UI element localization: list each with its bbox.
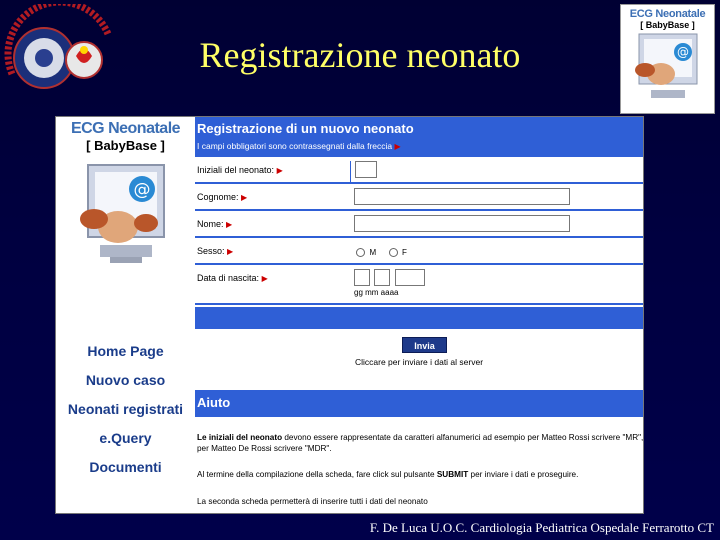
field-label-nome: Nome: ▶ bbox=[197, 219, 233, 229]
cognome-input[interactable] bbox=[354, 188, 570, 205]
day-input[interactable] bbox=[354, 269, 370, 286]
required-arrow-icon: ▶ bbox=[394, 142, 401, 151]
sex-radio-m[interactable] bbox=[356, 248, 365, 257]
cell-nome bbox=[350, 215, 570, 233]
separator-band bbox=[195, 307, 644, 329]
row-data-nascita bbox=[195, 265, 644, 303]
brand-logo-small bbox=[620, 4, 715, 114]
form-body bbox=[195, 155, 644, 305]
date-hint: gg mm aaaa bbox=[354, 288, 399, 297]
help-paragraph-2: Al termine della compilazione della scheda, fare click sul pulsante SUBMIT per inviare i dati e proseguire. bbox=[197, 470, 579, 479]
slide-footer: F. De Luca U.O.C. Cardiologia Pediatrica Ospedale Ferrarotto CT bbox=[369, 520, 714, 535]
sidebar-brand-subtitle: [ BabyBase ] bbox=[86, 138, 165, 153]
form-heading: Registrazione di un nuovo neonato bbox=[197, 121, 414, 136]
field-label-sesso: Sesso: ▶ bbox=[197, 246, 234, 256]
angel-monitor-icon bbox=[74, 161, 176, 281]
year-input[interactable] bbox=[395, 269, 425, 286]
invia-caption: Cliccare per inviare i dati al server bbox=[355, 357, 484, 367]
sex-radio-f[interactable] bbox=[389, 248, 398, 257]
sex-label-m: M bbox=[369, 248, 377, 258]
nav-nuovo-caso[interactable]: Nuovo caso bbox=[85, 372, 166, 388]
brand-title: ECG Neonatale bbox=[629, 8, 706, 20]
app-screenshot bbox=[55, 116, 644, 514]
aiuto-header bbox=[195, 390, 644, 417]
required-note: I campi obbligatori sono contrassegnati dalla freccia ▶ bbox=[197, 141, 401, 151]
invia-button[interactable]: Invia bbox=[402, 337, 447, 353]
row-cognome bbox=[195, 184, 644, 209]
sex-label-f: F bbox=[402, 248, 407, 258]
cell-data-nascita bbox=[350, 269, 425, 297]
nome-input[interactable] bbox=[354, 215, 570, 232]
sidebar bbox=[56, 117, 195, 514]
brand-subtitle: [ BabyBase ] bbox=[640, 20, 695, 30]
help-paragraph-1: Le iniziali del neonato devono essere rappresentate da caratteri alfanumerici ad esempio per Matteo Rossi scrivere "MR", per Matteo De Rossi scrivere "MDR". bbox=[197, 433, 644, 453]
cell-cognome bbox=[350, 188, 570, 206]
angel-monitor-icon bbox=[621, 30, 714, 106]
cell-sesso bbox=[350, 244, 415, 262]
nav-neonati-registrati[interactable]: Neonati registrati bbox=[67, 401, 184, 417]
iniziali-input[interactable] bbox=[355, 161, 377, 178]
nav-equery[interactable]: e.Query bbox=[99, 430, 152, 446]
month-input[interactable] bbox=[374, 269, 390, 286]
required-arrow-icon: ▶ bbox=[276, 166, 283, 175]
required-arrow-icon: ▶ bbox=[261, 274, 268, 283]
svg-text:@: @ bbox=[133, 180, 151, 200]
aiuto-title: Aiuto bbox=[197, 395, 231, 410]
nav-home-page[interactable]: Home Page bbox=[87, 343, 164, 359]
sidebar-brand bbox=[56, 120, 195, 153]
required-arrow-icon: ▶ bbox=[227, 247, 234, 256]
svg-text:@: @ bbox=[677, 45, 689, 59]
required-arrow-icon: ▶ bbox=[226, 220, 233, 229]
angel-monitor-art bbox=[74, 161, 176, 281]
field-label-cognome: Cognome: ▶ bbox=[197, 192, 248, 202]
row-iniziali bbox=[195, 157, 644, 182]
slide-title: Registrazione neonato bbox=[199, 35, 521, 75]
hospital-logos bbox=[4, 4, 116, 104]
sidebar-brand-title: ECG Neonatale bbox=[70, 120, 181, 137]
field-label-iniziali: Iniziali del neonato: ▶ bbox=[197, 165, 283, 175]
help-paragraph-3: La seconda scheda permetterà di inserire tutti i dati del neonato bbox=[197, 497, 428, 506]
university-seal-icon bbox=[4, 4, 116, 104]
nav-documenti[interactable]: Documenti bbox=[89, 459, 162, 475]
cell-iniziali bbox=[350, 161, 377, 186]
field-label-data-nascita: Data di nascita: ▶ bbox=[197, 273, 268, 283]
row-sesso bbox=[195, 238, 644, 263]
required-arrow-icon: ▶ bbox=[241, 193, 248, 202]
form-header bbox=[195, 117, 644, 155]
main-panel bbox=[195, 117, 644, 514]
row-nome bbox=[195, 211, 644, 236]
sidebar-nav bbox=[56, 339, 195, 484]
